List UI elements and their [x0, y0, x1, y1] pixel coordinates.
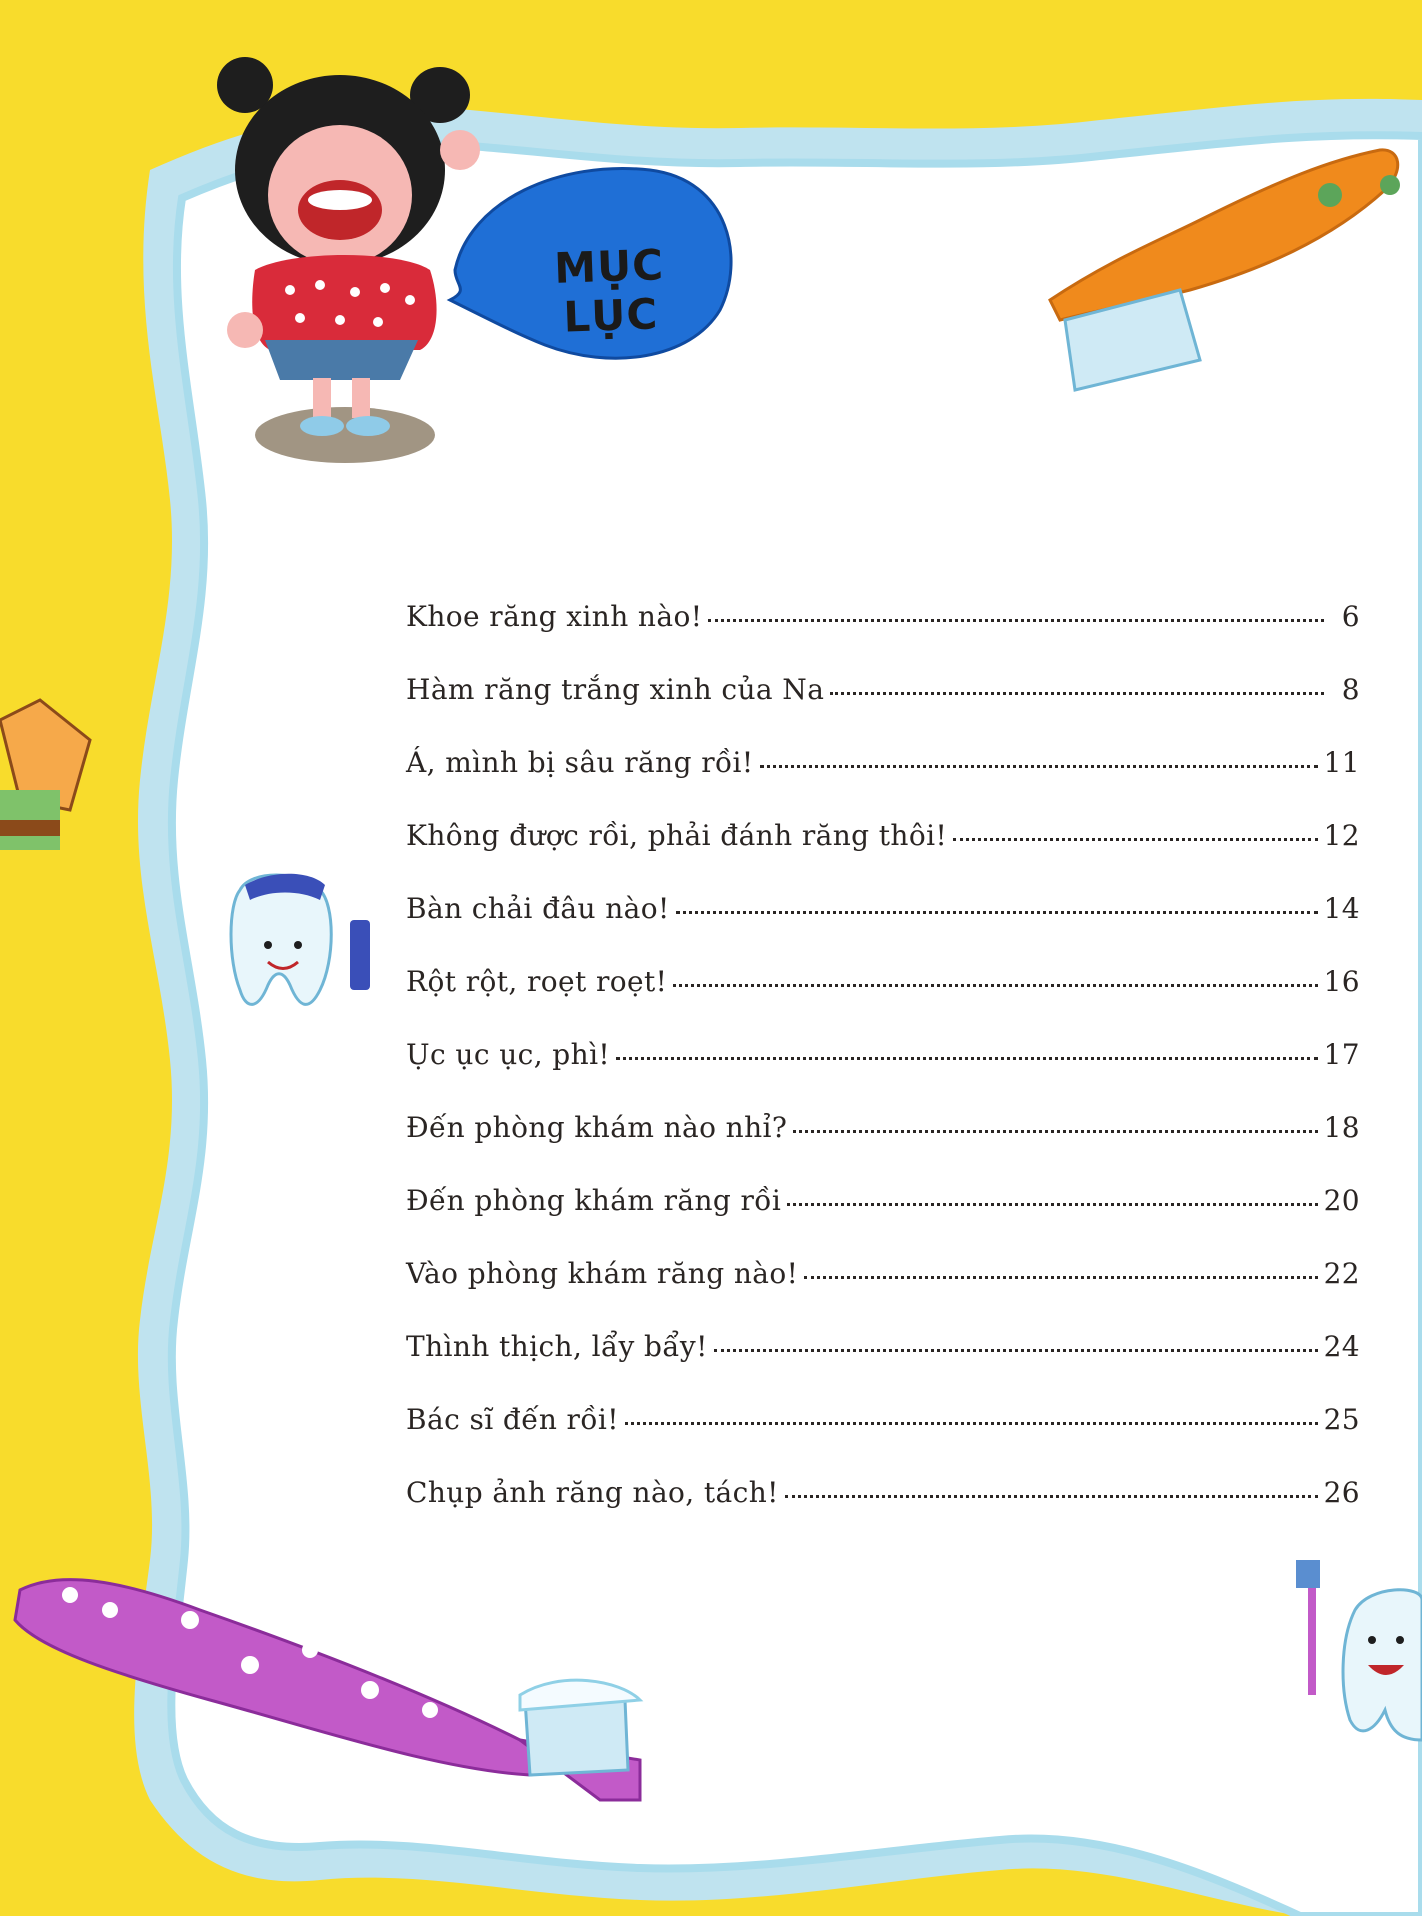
- toc-entry[interactable]: [406, 819, 1360, 892]
- toc-entry-page-number: 22: [1323, 1257, 1360, 1290]
- toc-entry[interactable]: [406, 1184, 1360, 1257]
- toc-entry[interactable]: [406, 965, 1360, 1038]
- toc-entry-page-number: 18: [1323, 1111, 1360, 1144]
- toc-entry-page-number: 24: [1323, 1330, 1360, 1363]
- toc-dot-leader: [787, 1203, 1317, 1206]
- toc-entry-title: Ục ục ục, phì!: [406, 1038, 611, 1071]
- toc-entry-page-number: 25: [1323, 1403, 1360, 1436]
- toc-entry-title: Đến phòng khám răng rồi: [406, 1184, 782, 1217]
- toc-entry-title: Vào phòng khám răng nào!: [406, 1257, 799, 1290]
- toc-entry-title: Đến phòng khám nào nhỉ?: [406, 1111, 788, 1144]
- toc-dot-leader: [714, 1349, 1318, 1352]
- toc-entry-page-number: 11: [1323, 746, 1360, 779]
- toc-entry-title: Hàm răng trắng xinh của Na: [406, 673, 825, 706]
- toc-entry-title: Bàn chải đâu nào!: [406, 892, 670, 925]
- toc-entry-title: Á, mình bị sâu răng rồi!: [406, 746, 754, 779]
- toc-entry[interactable]: [406, 1111, 1360, 1184]
- toc-dot-leader: [673, 984, 1317, 987]
- house-illustration: [0, 700, 90, 850]
- toc-entry-page-number: 8: [1341, 673, 1360, 706]
- table-of-contents: [406, 600, 1360, 1549]
- page-title: MỤC LỤC: [553, 240, 665, 342]
- toc-entry-page-number: 26: [1323, 1476, 1360, 1509]
- toc-dot-leader: [785, 1495, 1318, 1498]
- toc-dot-leader: [708, 619, 1324, 622]
- toc-entry-page-number: 17: [1323, 1038, 1360, 1071]
- toc-entry[interactable]: [406, 1330, 1360, 1403]
- toc-entry-title: Thình thịch, lẩy bẩy!: [406, 1330, 708, 1363]
- toc-entry-title: Rột rột, roẹt roẹt!: [406, 965, 668, 998]
- toc-dot-leader: [804, 1276, 1317, 1279]
- toc-entry-page-number: 14: [1323, 892, 1360, 925]
- toc-dot-leader: [616, 1057, 1317, 1060]
- toc-dot-leader: [830, 692, 1324, 695]
- toc-entry-page-number: 12: [1323, 819, 1360, 852]
- toc-dot-leader: [953, 838, 1317, 841]
- toc-entry-title: Bác sĩ đến rồi!: [406, 1403, 619, 1436]
- toc-entry[interactable]: [406, 1257, 1360, 1330]
- toc-entry-page-number: 20: [1323, 1184, 1360, 1217]
- toc-entry[interactable]: [406, 1038, 1360, 1111]
- toc-entry[interactable]: [406, 673, 1360, 746]
- toc-entry[interactable]: [406, 1476, 1360, 1549]
- toc-dot-leader: [760, 765, 1318, 768]
- toc-entry[interactable]: [406, 1403, 1360, 1476]
- toc-entry[interactable]: [406, 746, 1360, 819]
- toc-entry-page-number: 6: [1341, 600, 1360, 633]
- toc-entry-title: Khoe răng xinh nào!: [406, 600, 703, 633]
- toc-dot-leader: [793, 1130, 1317, 1133]
- toc-entry-page-number: 16: [1323, 965, 1360, 998]
- toc-entry-title: Không được rồi, phải đánh răng thôi!: [406, 819, 948, 852]
- toc-dot-leader: [625, 1422, 1318, 1425]
- toc-entry-title: Chụp ảnh răng nào, tách!: [406, 1476, 779, 1509]
- toc-entry[interactable]: [406, 892, 1360, 965]
- toc-entry[interactable]: [406, 600, 1360, 673]
- toc-dot-leader: [676, 911, 1318, 914]
